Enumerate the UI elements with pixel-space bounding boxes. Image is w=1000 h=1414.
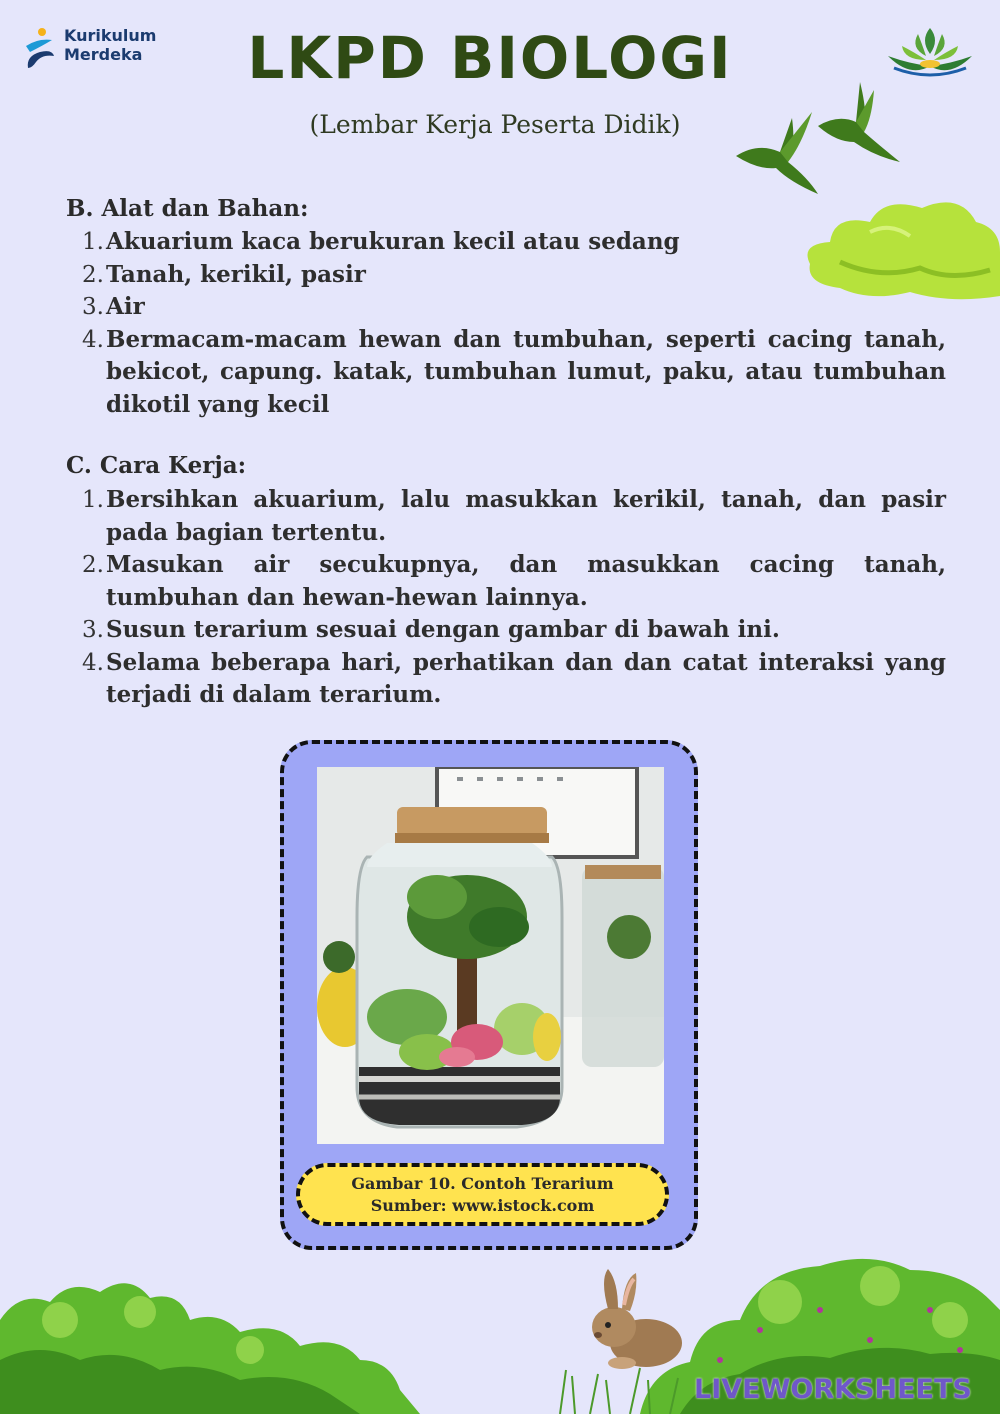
list-text: Akuarium kaca berukuran kecil atau sedang bbox=[106, 228, 680, 255]
list-item bbox=[76, 291, 946, 324]
list-text: Masukan air secukupnya, dan masukkan cacing tanah, tumbuhan dan hewan-hewan lainnya. bbox=[106, 551, 946, 611]
list-text: Bersihkan akuarium, lalu masukkan kerikil, tanah, dan pasir pada bagian tertentu. bbox=[106, 486, 946, 546]
list-number: 3. bbox=[82, 294, 104, 320]
logo-line-2: Merdeka bbox=[64, 45, 143, 64]
list-item bbox=[76, 549, 946, 614]
list-number: 4. bbox=[82, 649, 104, 676]
list-number: 1. bbox=[82, 487, 104, 513]
list-text: Bermacam-macam hewan dan tumbuhan, seperti cacing tanah, bekicot, capung. katak, tumbuhan lumut, paku, atau tumbuhan dikotil yang kecil bbox=[106, 325, 946, 418]
list-text: Susun terarium sesuai dengan gambar di bawah ini. bbox=[106, 616, 780, 643]
rabbit-icon bbox=[578, 1265, 688, 1375]
section-c-heading: C. Cara Kerja: bbox=[66, 452, 247, 479]
caption-title: Gambar 10. Contoh Terarium bbox=[351, 1174, 614, 1193]
liveworksheets-watermark: LIVEWORKSHEETS bbox=[694, 1374, 972, 1405]
list-number: 1. bbox=[82, 229, 104, 255]
list-text: Air bbox=[106, 293, 145, 320]
list-item bbox=[76, 614, 946, 647]
caption-source: Sumber: www.istock.com bbox=[370, 1196, 595, 1215]
list-text: Tanah, kerikil, pasir bbox=[106, 260, 366, 288]
list-number: 3. bbox=[82, 617, 104, 643]
list-number: 2. bbox=[82, 261, 104, 288]
list-item bbox=[76, 259, 946, 292]
bird-icon bbox=[818, 82, 900, 162]
list-number: 2. bbox=[82, 552, 104, 578]
list-text: Selama beberapa hari, perhatikan dan dan catat interaksi yang terjadi di dalam terarium. bbox=[106, 648, 946, 708]
list-number: 4. bbox=[82, 326, 104, 353]
section-b-heading: B. Alat dan Bahan: bbox=[66, 195, 309, 222]
materials-list bbox=[76, 226, 946, 421]
page-subtitle: (Lembar Kerja Peserta Didik) bbox=[309, 110, 681, 139]
bush-icon bbox=[0, 1283, 420, 1414]
uin-lotus-logo-icon bbox=[880, 20, 980, 80]
birds-illustration bbox=[728, 78, 908, 198]
list-item bbox=[76, 647, 946, 712]
list-item bbox=[76, 324, 946, 422]
procedure-list bbox=[76, 484, 946, 712]
list-item bbox=[76, 484, 946, 549]
terrarium-photo bbox=[317, 767, 664, 1144]
bird-icon bbox=[736, 112, 818, 194]
logo-line-1: Kurikulum bbox=[64, 26, 157, 45]
list-item bbox=[76, 226, 946, 259]
figure-caption bbox=[296, 1163, 669, 1226]
page-title: LKPD BIOLOGI bbox=[247, 24, 733, 92]
